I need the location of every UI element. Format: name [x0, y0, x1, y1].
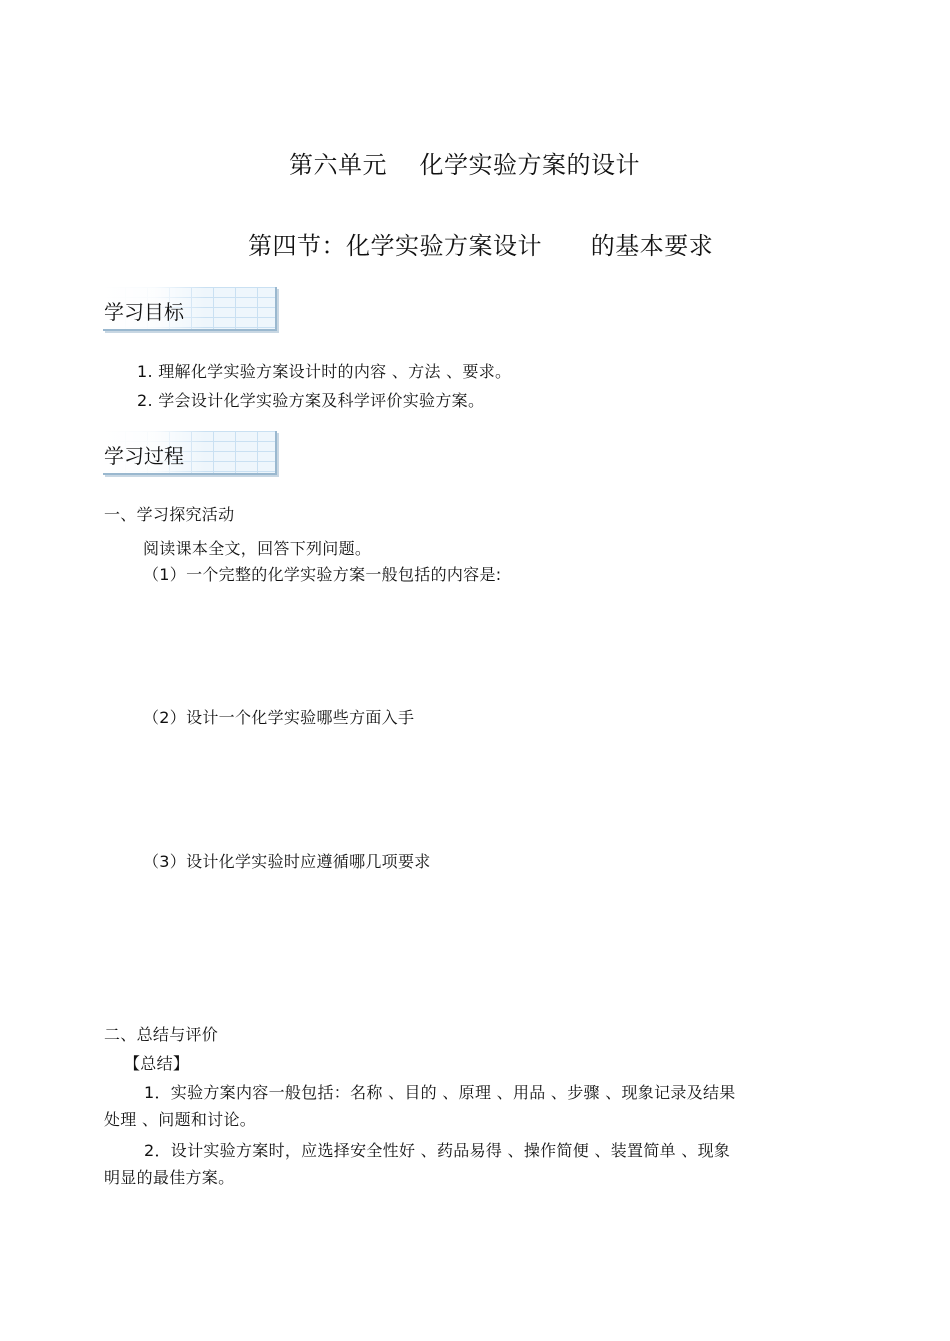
question-3: （3）设计化学实验时应遵循哪几项要求 — [143, 852, 431, 871]
objectives-banner — [103, 287, 277, 331]
process-banner — [103, 431, 277, 475]
summary-point-1-line-2: 处理 、问题和讨论。 — [104, 1110, 257, 1129]
objective-item-2: 2. 学会设计化学实验方案及科学评价实验方案。 — [137, 391, 485, 410]
process-banner-label: 学习过程 — [104, 444, 184, 468]
summary-point-2-line-2: 明显的最佳方案。 — [104, 1168, 235, 1187]
unit-title: 第六单元 化学实验方案的设计 — [289, 151, 641, 179]
question-2: （2）设计一个化学实验哪些方面入手 — [143, 708, 415, 727]
question-1: （1）一个完整的化学实验方案一般包括的内容是: — [143, 565, 502, 584]
reading-instruction: 阅读课本全文，回答下列问题。 — [143, 539, 372, 558]
summary-heading: 二、总结与评价 — [104, 1025, 219, 1044]
part1-heading: 一、学习探究活动 — [104, 505, 235, 524]
objective-item-1: 1. 理解化学实验方案设计时的内容 、方法 、要求。 — [137, 362, 512, 381]
objectives-banner-label: 学习目标 — [104, 300, 184, 324]
summary-label: 【总结】 — [124, 1054, 190, 1073]
summary-point-1-line-1: 1．实验方案内容一般包括：名称 、目的 、原理 、用品 、步骤 、现象记录及结果 — [144, 1083, 736, 1102]
summary-point-2-line-1: 2．设计实验方案时，应选择安全性好 、药品易得 、操作简便 、装置简单 、现象 — [144, 1141, 731, 1160]
section-title: 第四节：化学实验方案设计 的基本要求 — [248, 232, 714, 260]
